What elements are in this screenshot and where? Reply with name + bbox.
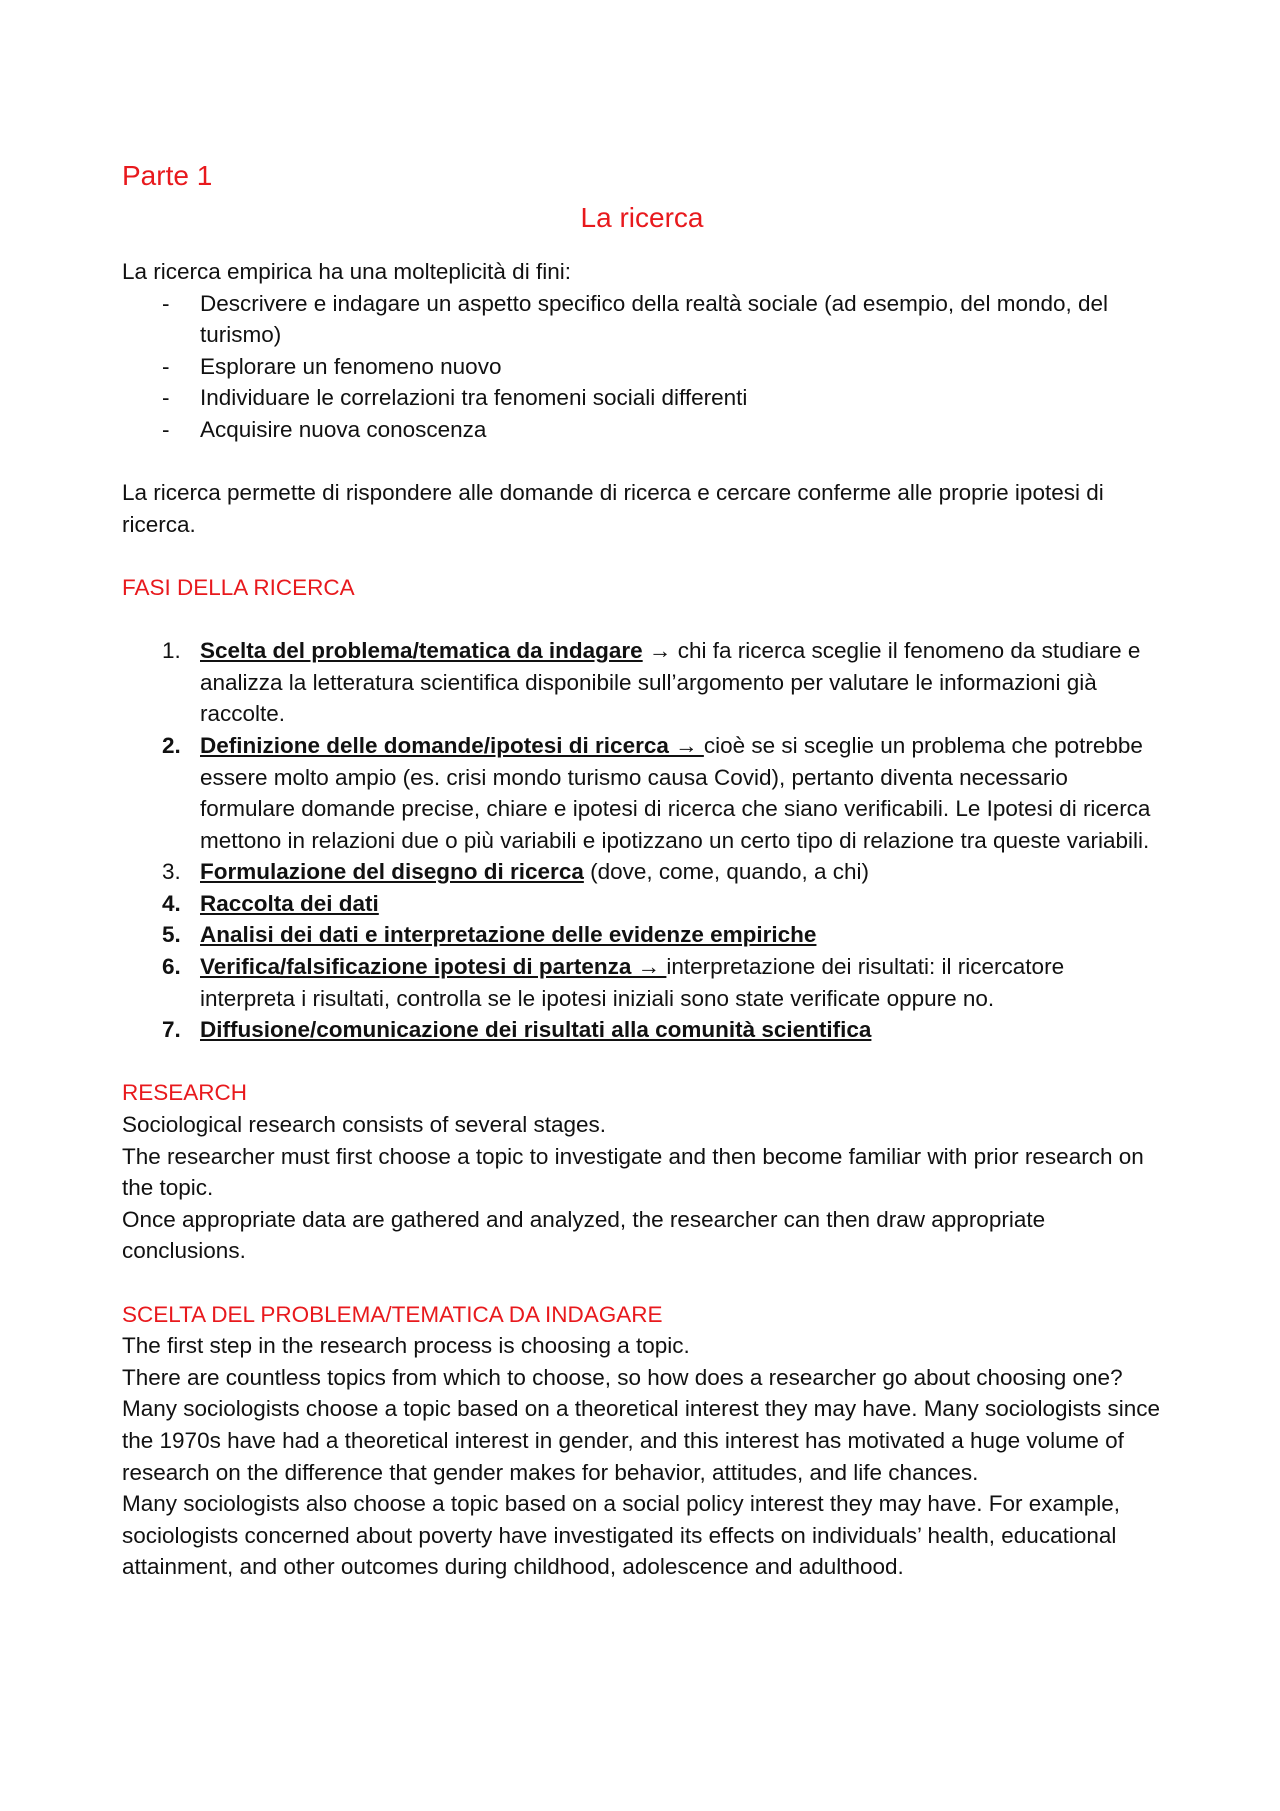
list-item-text: Acquisire nuova conoscenza [200, 416, 487, 442]
phase-number: 3. [162, 859, 181, 885]
purpose-paragraph: La ricerca permette di rispondere alle domande di ricerca e cercare conferme alle proprie ipotesi di ricerca. [122, 480, 1104, 537]
phase-title: Verifica/falsificazione ipotesi di partenza → [200, 954, 667, 980]
phase-text: cioè se si sceglie un problema che potrebbe essere molto ampio (es. crisi mondo turismo causa Covid), pertanto diventa necessario formulare domande precise, chiare e ipotesi di ricerca che siano verificabili. Le Ipotesi di ricerca mettono in relazioni due o più variabili e ipotizzano un certo tipo di relazione tra queste variabili. [200, 732, 1151, 853]
phase-text: (dove, come, quando, a chi) [583, 859, 870, 885]
list-item-text: Esplorare un fenomeno nuovo [200, 353, 502, 379]
research-heading: RESEARCH [122, 1080, 248, 1106]
phase-title: Definizione delle domande/ipotesi di ricerca → [200, 732, 704, 758]
phase-title: Analisi dei dati e interpretazione delle evidenze empiriche [200, 922, 817, 948]
phase-title: Diffusione/comunicazione dei risultati alla comunità scientifica [200, 1017, 872, 1043]
phase-item [122, 1014, 1162, 1046]
phase-item [122, 888, 1162, 920]
phase-number: 7. [162, 1017, 181, 1043]
phase-item [122, 635, 1162, 730]
intro-paragraph: La ricerca empirica ha una molteplicità di fini: [122, 259, 571, 284]
dash-bullet: - [162, 416, 170, 442]
research-line: Sociological research consists of several stages. [122, 1112, 606, 1138]
phase-text: interpretazione dei risultati: il ricercatore interpreta i risultati, controlla se le ipotesi iniziali sono state verificate oppure no. [200, 954, 1065, 1011]
list-item-text: Descrivere e indagare un aspetto specifico della realtà sociale (ad esempio, del mondo, del turismo) [200, 290, 1109, 348]
phase-item [122, 951, 1162, 1014]
list-item [122, 288, 1162, 351]
phases-heading: FASI DELLA RICERCA [122, 574, 355, 600]
topic-choice-heading: SCELTA DEL PROBLEMA/TEMATICA DA INDAGARE [122, 1301, 663, 1327]
phase-text: chi fa ricerca sceglie il fenomeno da studiare e analizza la letteratura scientifica disponibile sull’argomento per valutare le informazioni già raccolte. [200, 638, 1141, 727]
research-line: The researcher must first choose a topic to investigate and then become familiar with prior research on the topic. [122, 1143, 1144, 1201]
topic-choice-line: Many sociologists also choose a topic based on a social policy interest they may have. For example, sociologists concerned about poverty have investigated its effects on individuals’ health, educational attainment, and other outcomes during childhood, adolescence and adulthood. [122, 1491, 1121, 1580]
phase-title: Raccolta dei dati [200, 890, 379, 916]
phase-number: 1. [162, 638, 181, 664]
list-item-text: Individuare le correlazioni tra fenomeni sociali differenti [200, 385, 748, 411]
aims-list [122, 288, 1162, 446]
document-body [122, 156, 1162, 1583]
topic-choice-line: Many sociologists choose a topic based on a theoretical interest they may have. Many sociologists since the 1970s have had a theoretical interest in gender, and this interest has motivated a huge volume of research on the difference that gender makes for behavior, attitudes, and life chances. [122, 1396, 1161, 1485]
phases-list [122, 635, 1162, 1046]
phase-number: 6. [162, 954, 181, 980]
dash-bullet: - [162, 353, 170, 379]
phase-number: 4. [162, 890, 181, 916]
phase-number: 2. [162, 732, 181, 758]
page-title: La ricerca [580, 202, 704, 233]
phase-item [122, 730, 1162, 856]
phase-title: Formulazione del disegno di ricerca [200, 859, 584, 885]
list-item [122, 351, 1162, 383]
phase-number: 5. [162, 922, 181, 948]
topic-choice-line: The first step in the research process is choosing a topic. [122, 1333, 690, 1359]
phase-item [122, 856, 1162, 888]
dash-bullet: - [162, 290, 170, 316]
phase-item [122, 919, 1162, 951]
phase-title: Scelta del problema/tematica da indagare [200, 638, 643, 664]
part-label: Parte 1 [122, 160, 213, 191]
list-item [122, 414, 1162, 446]
research-line: Once appropriate data are gathered and analyzed, the researcher can then draw appropriate conclusions. [122, 1206, 1046, 1264]
dash-bullet: - [162, 385, 170, 411]
arrow-icon: → [642, 638, 678, 664]
topic-choice-line: There are countless topics from which to choose, so how does a researcher go about choosing one? [122, 1364, 1123, 1390]
list-item [122, 382, 1162, 414]
